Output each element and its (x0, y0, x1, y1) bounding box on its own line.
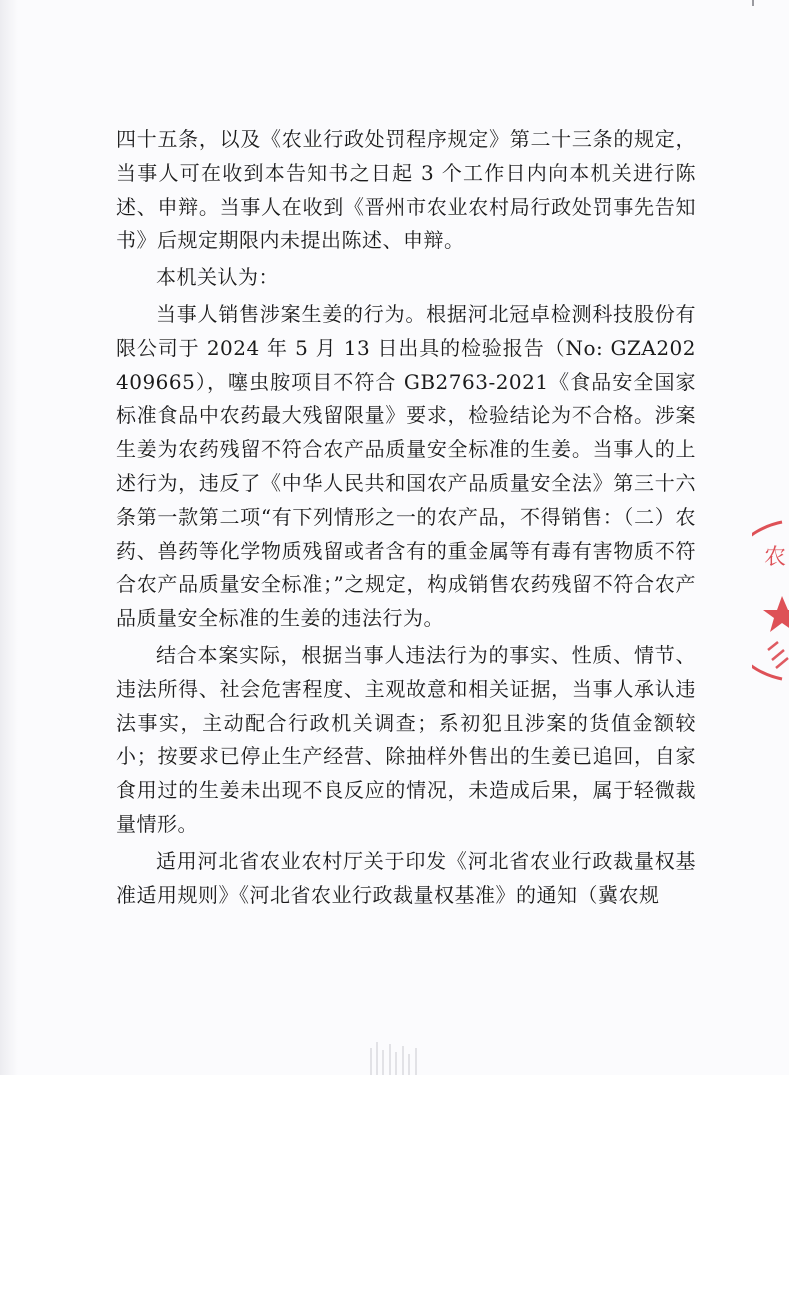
page-edge-shadow (0, 0, 18, 1075)
paragraph-violation-facts: 当事人销售涉案生姜的行为。根据河北冠卓检测科技股份有限公司于 2024 年 5 月 13 日出具的检验报告（No: GZA202409665），噻虫胺项目不符合 GB2763-2021《食品安全国家标准食品中农药最大残留限量》要求，检验结论为不合格。涉案生姜为农药残留不符合农产品质量安全标准的生姜。当事人的上述行为，违反了《中华人民共和国农产品质量安全法》第三十六条第一款第二项“有下列情形之一的农产品，不得销售：（二）农药、兽药等化学物质残留或者含有的重金属等有毒有害物质不符合农产品质量安全标准；”之规定，构成销售农药残留不符合农产品质量安全标准的生姜的违法行为。 (116, 301, 696, 631)
paragraph-opinion-heading: 本机关认为： (156, 265, 279, 290)
scan-artifact-mark (752, 0, 754, 6)
seal-char: 农 (764, 545, 787, 570)
official-seal-fragment (752, 518, 789, 683)
scan-binding-marks (365, 1040, 425, 1075)
document-body (116, 123, 696, 915)
paragraph-applicable-rules: 适用河北省农业农村厅关于印发《河北省农业行政裁量权基准适用规则》《河北省农业行政裁量权基准》的通知（冀农规 (116, 848, 696, 907)
paragraph-continuation: 四十五条，以及《农业行政处罚程序规定》第二十三条的规定，当事人可在收到本告知书之日起 3 个工作日内向本机关进行陈述、申辩。当事人在收到《晋州市农业农村局行政处罚事先告知书》后规定期限内未提出陈述、申辩。 (116, 127, 696, 253)
paragraph-discretion-circumstances: 结合本案实际，根据当事人违法行为的事实、性质、情节、违法所得、社会危害程度、主观故意和相关证据，当事人承认违法事实，主动配合行政机关调查；系初犯且涉案的货值金额较小；按要求已停止生产经营、除抽样外售出的生姜已追回，自家食用过的生姜未出现不良反应的情况，未造成后果，属于轻微裁量情形。 (116, 642, 696, 836)
